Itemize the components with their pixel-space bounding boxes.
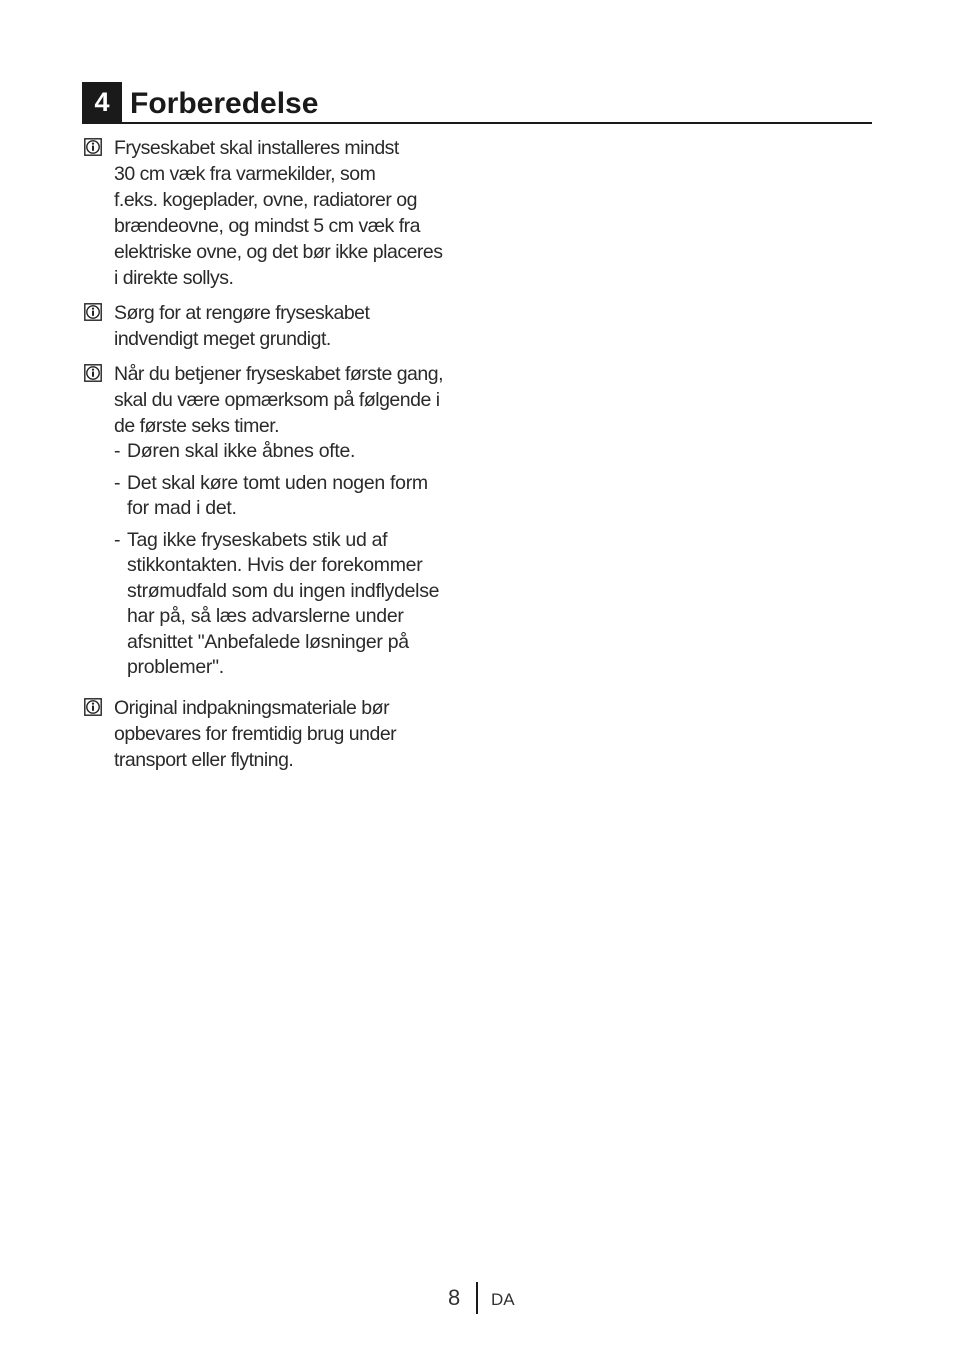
info-icon bbox=[84, 138, 102, 156]
info-icon bbox=[84, 698, 102, 716]
note-text: Sørg for at rengøre fryseskabet indvendigt meget grundigt. bbox=[114, 302, 370, 350]
info-note bbox=[82, 300, 482, 352]
note-text: Original indpakningsmateriale bør opbevares for fremtidig brug under transport eller flytning. bbox=[114, 696, 397, 771]
info-note bbox=[82, 361, 482, 681]
bullet-dash: - bbox=[114, 471, 121, 494]
page-footer bbox=[0, 1282, 954, 1316]
note-text: Fryseskabet skal installeres mindst 30 cm væk fra varmekilder, som f.eks. kogeplader, ovne, radiatorer og brændeovne, og mindst 5 cm væk fra elektriske ovne, og det bør ikke placeres i direkte sollys. bbox=[114, 137, 443, 289]
language-code: DA bbox=[491, 1290, 515, 1309]
section-title: Forberedelse bbox=[130, 87, 319, 120]
section-header bbox=[82, 82, 872, 124]
info-note bbox=[82, 695, 482, 773]
bullet-dash: - bbox=[114, 440, 121, 462]
bullet-item: - Døren skal ikke åbnes ofte. bbox=[114, 439, 482, 465]
footer-divider bbox=[476, 1282, 478, 1314]
info-icon bbox=[84, 303, 102, 321]
bullet-item: - Det skal køre tomt uden nogen form for mad i det. bbox=[114, 471, 428, 519]
note-text: Når du betjener fryseskabet første gang, skal du være opmærksom på følgende i de første seks timer. bbox=[114, 363, 444, 437]
bullet-item: - Tag ikke fryseskabets stik ud af stikkontakten. Hvis der forekommer strømudfald som du ingen indflydelse har på, så læs advarslerne under afsnittet "Anbefalede løsninger på problemer". bbox=[114, 528, 440, 678]
notes-list bbox=[82, 135, 482, 782]
info-icon bbox=[84, 364, 102, 382]
bullet-dash: - bbox=[114, 528, 121, 551]
section-number-badge: 4 bbox=[82, 82, 122, 122]
page-number: 8 bbox=[448, 1285, 461, 1310]
info-note bbox=[82, 135, 482, 291]
